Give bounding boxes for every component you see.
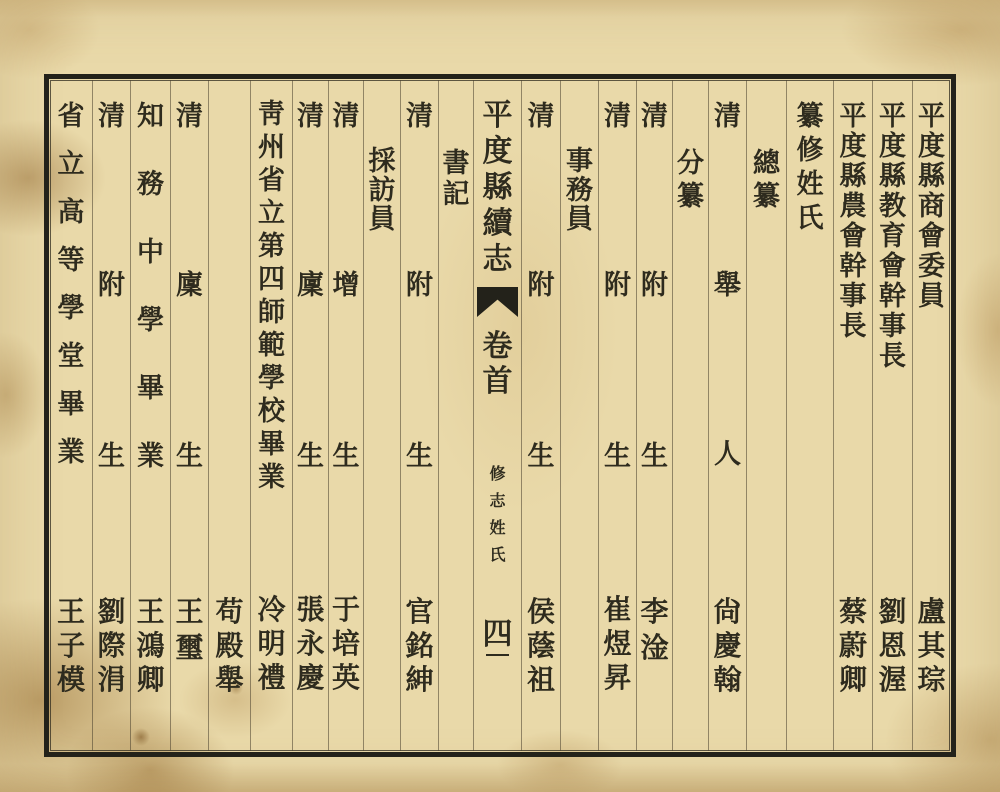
- column-shiwuyuan: [560, 80, 598, 751]
- affiliation-char: 縣: [918, 161, 945, 192]
- dynasty-char: 清: [297, 101, 324, 132]
- office-char: 纂: [677, 181, 704, 212]
- person-name-char: 王: [136, 595, 165, 628]
- education-char: 學: [137, 305, 164, 336]
- book-title-char: 續: [482, 206, 513, 241]
- office-char: 總: [753, 148, 780, 179]
- affiliation-char: 度: [879, 131, 906, 162]
- person-name-char: 際: [97, 629, 126, 662]
- section-title-char: 纂: [796, 101, 824, 132]
- education-char: 學: [57, 293, 85, 324]
- degree-char: 附: [641, 270, 668, 301]
- affiliation-char: 育: [879, 221, 906, 252]
- column-banxin: [473, 80, 521, 751]
- affiliation-char: 縣: [879, 161, 906, 192]
- column-caifangyuan: [363, 80, 400, 751]
- education-char: 立: [57, 149, 85, 180]
- person-name-char: 崔: [603, 593, 632, 626]
- section-title-char: 氏: [796, 203, 824, 234]
- person-name-char: 劉: [97, 595, 126, 628]
- affiliation-char: 幹: [839, 251, 867, 282]
- person-name-char: 紳: [405, 663, 434, 696]
- column-nonghui-ganshizhang: [833, 80, 872, 751]
- affiliation-char: 事: [839, 281, 867, 312]
- dynasty-char: 清: [527, 101, 555, 132]
- degree-char: 生: [604, 441, 631, 472]
- person-name-char: 昇: [603, 661, 632, 694]
- column-zuanxiu-xingshi: [786, 80, 833, 751]
- affiliation-char: 幹: [879, 281, 906, 312]
- affiliation-char: 度: [918, 131, 945, 162]
- person-name-char: 恩: [878, 629, 907, 662]
- person-name-char: 銘: [405, 629, 434, 662]
- person-name-char: 冷: [257, 593, 286, 626]
- person-name-char: 殿: [215, 629, 244, 662]
- person-name-char: 卿: [136, 663, 165, 696]
- affiliation-char: 平: [918, 101, 945, 132]
- education-char: 立: [258, 198, 285, 229]
- affiliation-char: 度: [839, 131, 867, 162]
- person-name-char: 舉: [215, 663, 244, 696]
- office-char: 纂: [753, 181, 780, 212]
- column-li-gan: [636, 80, 672, 751]
- person-name-char: 官: [405, 595, 434, 628]
- education-char: 校: [258, 396, 285, 427]
- affiliation-char: 教: [879, 191, 906, 222]
- degree-char: 舉: [714, 270, 741, 301]
- column-zhang-yongqing: [292, 80, 328, 751]
- dynasty-char: 清: [176, 101, 203, 132]
- person-name-char: 子: [56, 629, 85, 662]
- education-char: 範: [258, 330, 285, 361]
- column-shanghui-weiyuan: [912, 80, 950, 751]
- affiliation-char: 委: [918, 251, 945, 282]
- section-title-char: 氏: [489, 545, 506, 564]
- book-title-char: 縣: [482, 170, 513, 205]
- person-name-char: 盧: [917, 595, 946, 628]
- degree-char: 生: [641, 441, 668, 472]
- education-char: 高: [57, 197, 85, 228]
- degree-char: 生: [527, 441, 555, 472]
- section-title-char: 姓: [489, 518, 506, 537]
- affiliation-char: 平: [839, 101, 867, 132]
- education-char: 省: [57, 101, 85, 132]
- education-char: 畢: [258, 429, 285, 460]
- person-name-char: 苟: [215, 595, 244, 628]
- education-char: 四: [258, 264, 285, 295]
- education-char: 學: [258, 363, 285, 394]
- office-char: 記: [442, 179, 470, 210]
- section-title-char: 志: [489, 491, 506, 510]
- education-char: 知: [137, 101, 164, 132]
- education-char: 州: [258, 132, 285, 163]
- affiliation-char: 會: [879, 251, 906, 282]
- column-shang-qinghan: [708, 80, 746, 751]
- person-name-char: 其: [917, 629, 946, 662]
- office-char: 員: [566, 204, 593, 235]
- affiliation-char: 縣: [839, 161, 867, 192]
- person-name-char: 慶: [296, 661, 325, 694]
- education-char: 師: [258, 297, 285, 328]
- education-char: 畢: [137, 373, 164, 404]
- column-jiaoyuhui-ganshizhang: [872, 80, 912, 751]
- person-name-char: 蔭: [526, 629, 555, 662]
- affiliation-char: 平: [879, 101, 906, 132]
- column-hou-yinzu: [521, 80, 560, 751]
- degree-char: 增: [332, 270, 360, 301]
- person-name-char: 模: [56, 663, 85, 696]
- column-guan-mingshen: [400, 80, 438, 751]
- person-name-char: 劉: [878, 595, 907, 628]
- column-wang-zimo: [50, 80, 92, 751]
- education-char: 省: [258, 165, 285, 196]
- education-char: 第: [258, 231, 285, 262]
- degree-char: 生: [332, 441, 360, 472]
- office-char: 書: [442, 148, 470, 179]
- dynasty-char: 清: [406, 101, 433, 132]
- person-name-char: 煜: [603, 627, 632, 660]
- degree-char: 生: [406, 441, 433, 472]
- column-liu-jijuan: [92, 80, 130, 751]
- column-zongzuan: [746, 80, 786, 751]
- person-name-char: 祖: [526, 663, 555, 696]
- degree-char: 生: [176, 441, 203, 472]
- column-shuji: [438, 80, 473, 751]
- person-name-char: 李: [640, 595, 669, 628]
- page-number-char: 四: [482, 617, 513, 652]
- person-name-char: 翰: [713, 663, 742, 696]
- education-char: 等: [57, 245, 85, 276]
- office-char: 務: [566, 175, 593, 206]
- person-name-char: 王: [56, 595, 85, 628]
- column-cui-yusheng: [598, 80, 636, 751]
- person-name-char: 渥: [878, 663, 907, 696]
- affiliation-char: 事: [879, 311, 906, 342]
- degree-char: 附: [98, 270, 125, 301]
- education-char: 業: [57, 437, 85, 468]
- education-char: 中: [137, 237, 164, 268]
- affiliation-char: 長: [879, 341, 906, 372]
- volume-title-char: 首: [482, 364, 513, 399]
- person-name-char: 英: [331, 661, 360, 694]
- office-char: 員: [368, 204, 396, 235]
- person-name-char: 蔡: [838, 595, 867, 628]
- fishtail-fold-mark: [477, 287, 518, 317]
- person-name-char: 卿: [838, 663, 867, 696]
- office-char: 事: [566, 146, 593, 177]
- dynasty-char: 清: [332, 101, 360, 132]
- column-wang-hongqing: [130, 80, 170, 751]
- degree-char: 生: [297, 441, 324, 472]
- section-title-char: 修: [796, 135, 824, 166]
- dynasty-char: 清: [714, 101, 741, 132]
- column-wang-xi: [170, 80, 208, 751]
- dynasty-char: 清: [604, 101, 631, 132]
- book-title-char: 度: [482, 134, 513, 169]
- section-title-char: 修: [489, 464, 506, 483]
- column-leng-mingli: [250, 80, 292, 751]
- person-name-char: 璽: [175, 631, 204, 664]
- person-name-char: 永: [296, 627, 325, 660]
- affiliation-char: 會: [918, 221, 945, 252]
- degree-char: 附: [527, 270, 555, 301]
- person-name-char: 慶: [713, 629, 742, 662]
- person-name-char: 涓: [97, 663, 126, 696]
- education-char: 業: [137, 441, 164, 472]
- degree-char: 生: [98, 441, 125, 472]
- degree-char: 人: [714, 439, 741, 470]
- office-char: 採: [368, 146, 396, 177]
- person-name-char: 張: [296, 593, 325, 626]
- person-name-char: 于: [331, 593, 360, 626]
- education-char: 畢: [57, 389, 85, 420]
- person-name-char: 鴻: [136, 629, 165, 662]
- column-gou-dianju: [208, 80, 250, 751]
- page-frame-content: [49, 80, 951, 751]
- dynasty-char: 清: [641, 101, 668, 132]
- office-char: 訪: [368, 175, 396, 206]
- section-title-char: 姓: [796, 169, 824, 200]
- affiliation-char: 長: [839, 311, 867, 342]
- person-name-char: 培: [331, 627, 360, 660]
- book-title-char: 志: [482, 242, 513, 277]
- education-char: 靑: [258, 99, 285, 130]
- volume-title-char: 卷: [482, 329, 513, 364]
- affiliation-char: 農: [839, 191, 867, 222]
- person-name-char: 王: [175, 595, 204, 628]
- education-char: 務: [137, 169, 164, 200]
- degree-char: 附: [604, 270, 631, 301]
- person-name-char: 琮: [917, 663, 946, 696]
- education-char: 業: [258, 462, 285, 493]
- affiliation-char: 商: [918, 191, 945, 222]
- dynasty-char: 清: [98, 101, 125, 132]
- degree-char: 附: [406, 270, 433, 301]
- person-name-char: 尙: [713, 595, 742, 628]
- affiliation-char: 員: [918, 281, 945, 312]
- office-char: 分: [677, 148, 704, 179]
- person-name-char: 淦: [640, 631, 669, 664]
- affiliation-char: 會: [839, 221, 867, 252]
- column-yu-peiying: [328, 80, 363, 751]
- person-name-char: 蔚: [838, 629, 867, 662]
- degree-char: 廩: [297, 270, 324, 301]
- education-char: 堂: [57, 341, 85, 372]
- person-name-char: 禮: [257, 661, 286, 694]
- person-name-char: 侯: [526, 595, 555, 628]
- degree-char: 廩: [176, 270, 203, 301]
- column-fenzuan: [672, 80, 708, 751]
- book-title-char: 平: [482, 98, 513, 133]
- page-number-rule: [486, 654, 510, 656]
- person-name-char: 明: [257, 627, 286, 660]
